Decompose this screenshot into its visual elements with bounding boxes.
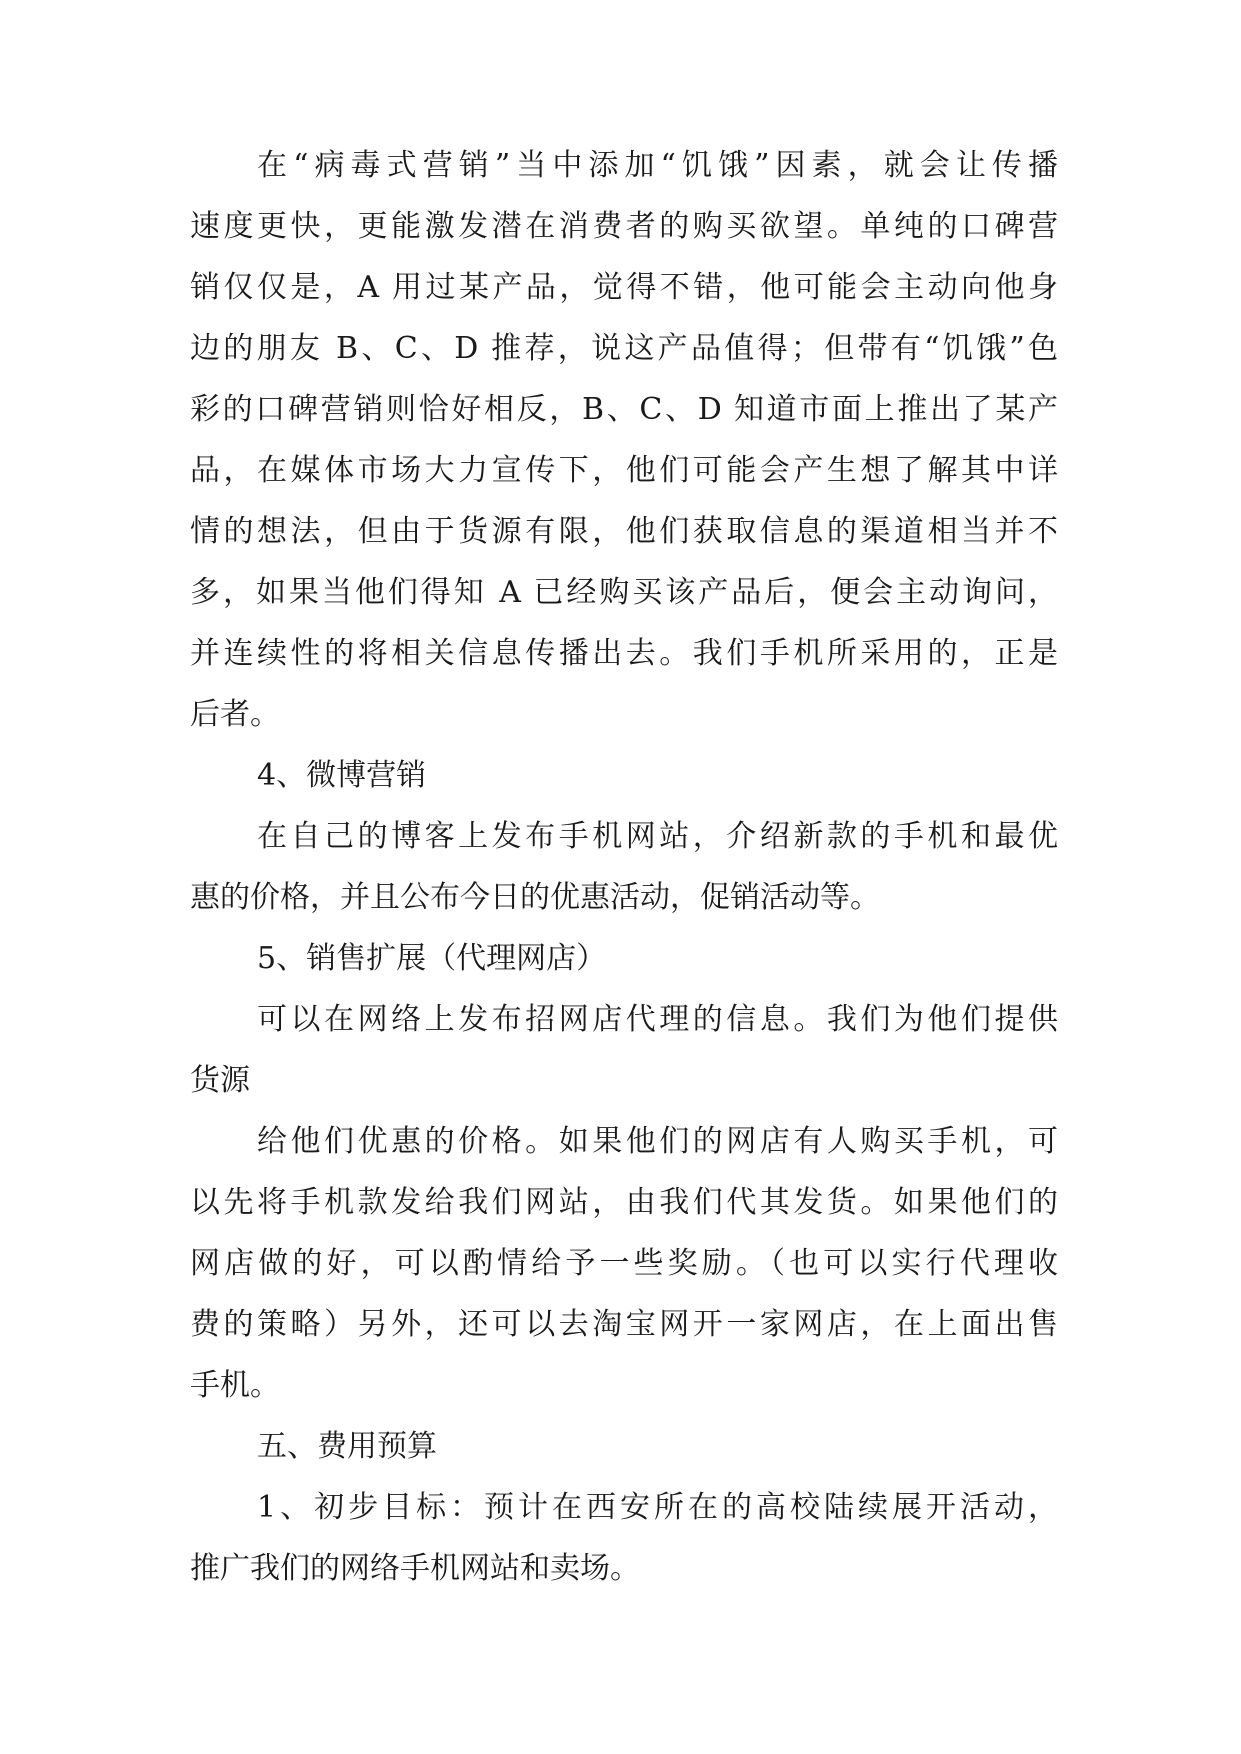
paragraph-line: 可以在网络上发布招网店代理的信息。我们为他们提供 [257, 1002, 1058, 1037]
paragraph-line: 给他们优惠的价格。如果他们的网店有人购买手机，可 [257, 1124, 1058, 1159]
paragraph-line: 品，在媒体市场大力宣传下，他们可能会产生想了解其中详 [190, 453, 1058, 488]
paragraph-line: 货源 [190, 1063, 250, 1098]
paragraph-line: 在“病毒式营销”当中添加“饥饿”因素，就会让传播 [257, 148, 1058, 183]
paragraph-line: 多，如果当他们得知 A 已经购买该产品后，便会主动询问， [190, 575, 1058, 610]
paragraph-line: 网店做的好，可以酌情给予一些奖励。（也可以实行代理收 [190, 1246, 1058, 1281]
section-heading: 4、微博营销 [257, 758, 427, 793]
section-heading: 5、销售扩展（代理网店） [257, 941, 607, 976]
paragraph-line: 速度更快，更能激发潜在消费者的购买欲望。单纯的口碑营 [190, 209, 1058, 244]
paragraph-line: 销仅仅是，A 用过某产品，觉得不错，他可能会主动向他身 [190, 270, 1058, 305]
paragraph-line: 彩的口碑营销则恰好相反，B、C、D 知道市面上推出了某产 [190, 392, 1058, 427]
paragraph-line: 边的朋友 B、C、D 推荐，说这产品值得；但带有“饥饿”色 [190, 331, 1058, 366]
paragraph-line: 1、初步目标：预计在西安所在的高校陆续展开活动， [257, 1490, 1058, 1525]
paragraph-line: 在自己的博客上发布手机网站，介绍新款的手机和最优 [257, 819, 1058, 854]
paragraph-line: 后者。 [190, 697, 280, 732]
paragraph-line: 手机。 [190, 1368, 280, 1403]
section-heading: 五、费用预算 [257, 1429, 437, 1464]
paragraph-line: 并连续性的将相关信息传播出去。我们手机所采用的，正是 [190, 636, 1058, 671]
paragraph-line: 费的策略）另外，还可以去淘宝网开一家网店，在上面出售 [190, 1307, 1058, 1342]
paragraph-line: 推广我们的网络手机网站和卖场。 [190, 1551, 640, 1586]
paragraph-line: 惠的价格，并且公布今日的优惠活动，促销活动等。 [190, 880, 880, 915]
paragraph-line: 以先将手机款发给我们网站，由我们代其发货。如果他们的 [190, 1185, 1058, 1220]
paragraph-line: 情的想法，但由于货源有限，他们获取信息的渠道相当并不 [190, 514, 1058, 549]
